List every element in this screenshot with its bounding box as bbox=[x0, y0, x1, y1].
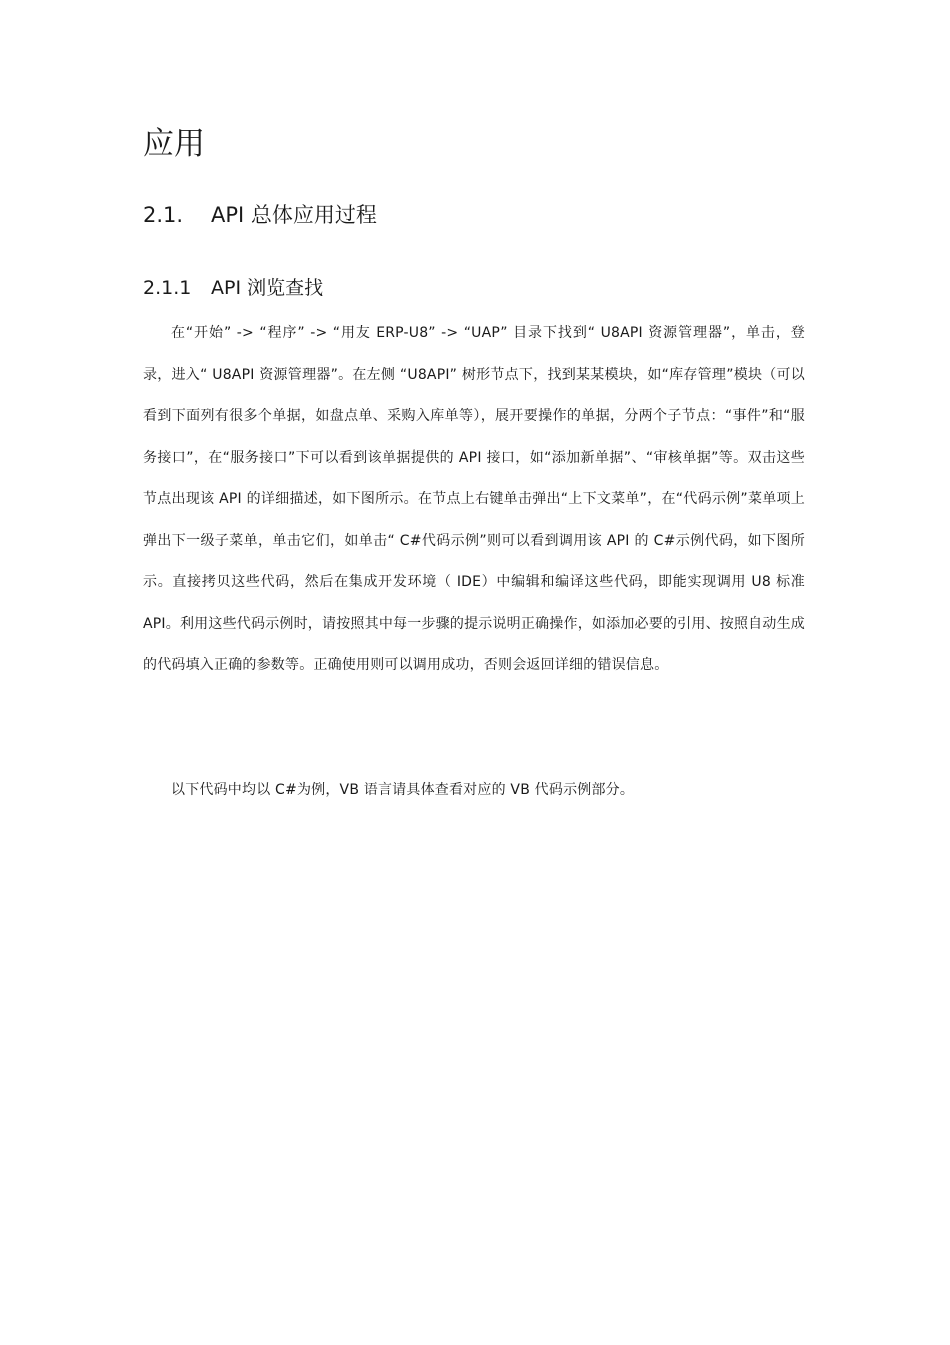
section-heading bbox=[143, 199, 377, 231]
section-number: 2.1. bbox=[143, 203, 184, 227]
subsection-heading bbox=[143, 273, 323, 303]
body-paragraph-1: 在“开始” -> “程序” -> “用友 ERP-U8” -> “UAP” 目录下找到“ U8API 资源管理器”，单击，登录，进入“ U8API 资源管理器”。在左侧 “U8API” 树形节点下，找到某某模块，如“库存管理”模块（可以看到下面列有很多个单据，如盘点单、采购入库单等），展开要操作的单据，分两个子节点：“事件”和“服务接口”，在“服务接口”下可以看到该单据提供的 API 接口，如“添加新单据”、“审核单据”等。双击这些节点出现该 API 的详细描述，如下图所示。在节点上右键单击弹出“上下文菜单”，在“代码示例”菜单项上弹出下一级子菜单，单击它们，如单击“ C#代码示例”则可以看到调用该 API 的 C#示例代码，如下图所示。直接拷贝这些代码，然后在集成开发环境（ IDE）中编辑和编译这些代码，即能实现调用 U8 标准 API。利用这些代码示例时，请按照其中每一步骤的提示说明正确操作，如添加必要的引用、按照自动生成的代码填入正确的参数等。正确使用则可以调用成功，否则会返回详细的错误信息。 bbox=[143, 325, 805, 673]
subsection-title: API 浏览查找 bbox=[211, 277, 324, 299]
body-paragraph-2: 以下代码中均以 C#为例，VB 语言请具体查看对应的 VB 代码示例部分。 bbox=[171, 782, 635, 798]
chapter-title: 应用 bbox=[143, 126, 205, 162]
section-title: API 总体应用过程 bbox=[211, 203, 377, 227]
subsection-number: 2.1.1 bbox=[143, 277, 192, 299]
